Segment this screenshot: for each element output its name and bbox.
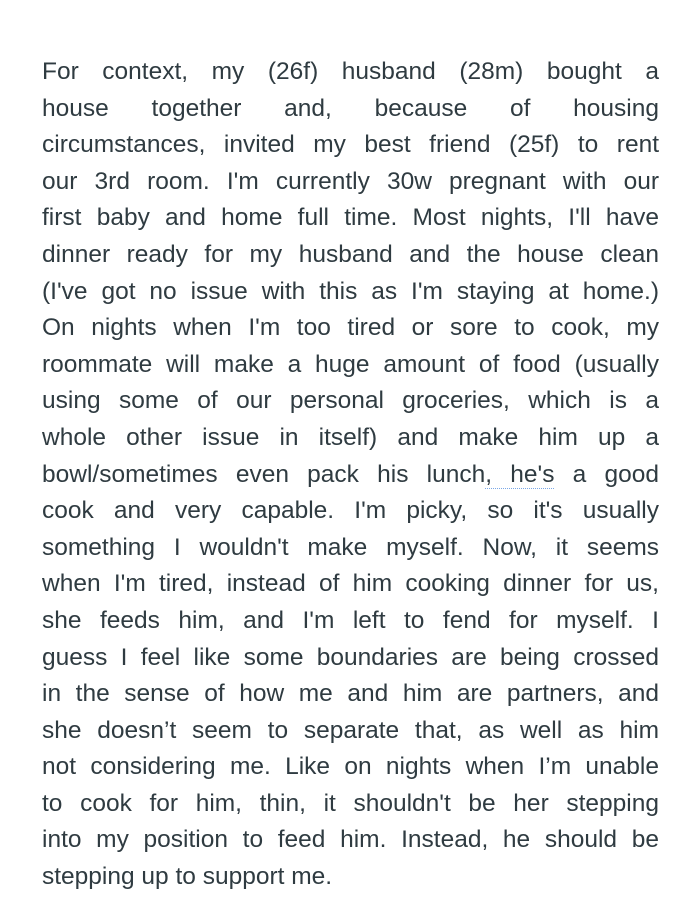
text-line: first baby and home full time. Most nights, I'll have <box>42 204 659 232</box>
spellcheck-underline: , he's <box>485 460 555 488</box>
text-line: in the sense of how me and him are partners, and <box>42 680 659 708</box>
text-line: whole other issue in itself) and make him up a <box>42 423 659 451</box>
text-line: roommate will make a huge amount of food (usually <box>42 350 659 378</box>
text-line: she doesn’t seem to separate that, as well as him <box>42 716 659 744</box>
text-line: (I've got no issue with this as I'm staying at home.) <box>42 277 659 305</box>
text-line: circumstances, invited my best friend (25f) to rent <box>42 131 659 159</box>
text-line: into my position to feed him. Instead, he should be <box>42 826 659 854</box>
text-line: bowl/sometimes even pack his lunch, he's a good <box>42 460 659 488</box>
text-line: stepping up to support me. <box>42 863 333 891</box>
text-line: guess I feel like some boundaries are being crossed <box>42 643 659 671</box>
text-line: dinner ready for my husband and the house clean <box>42 240 659 268</box>
text-line: to cook for him, thin, it shouldn't be her stepping <box>42 789 659 817</box>
text-line: something I wouldn't make myself. Now, it seems <box>42 533 659 561</box>
text-line: house together and, because of housing <box>42 94 659 122</box>
text-line: she feeds him, and I'm left to fend for myself. I <box>42 606 659 634</box>
text-line: using some of our personal groceries, which is a <box>42 387 659 415</box>
text-line: our 3rd room. I'm currently 30w pregnant with our <box>42 167 659 195</box>
text-line: not considering me. Like on nights when I’m unable <box>42 753 659 781</box>
post-body <box>42 54 659 896</box>
text-line: For context, my (26f) husband (28m) bought a <box>42 58 659 85</box>
text-line: On nights when I'm too tired or sore to cook, my <box>42 314 659 342</box>
text-line: when I'm tired, instead of him cooking dinner for us, <box>42 570 659 598</box>
text-line: cook and very capable. I'm picky, so it's usually <box>42 497 659 525</box>
